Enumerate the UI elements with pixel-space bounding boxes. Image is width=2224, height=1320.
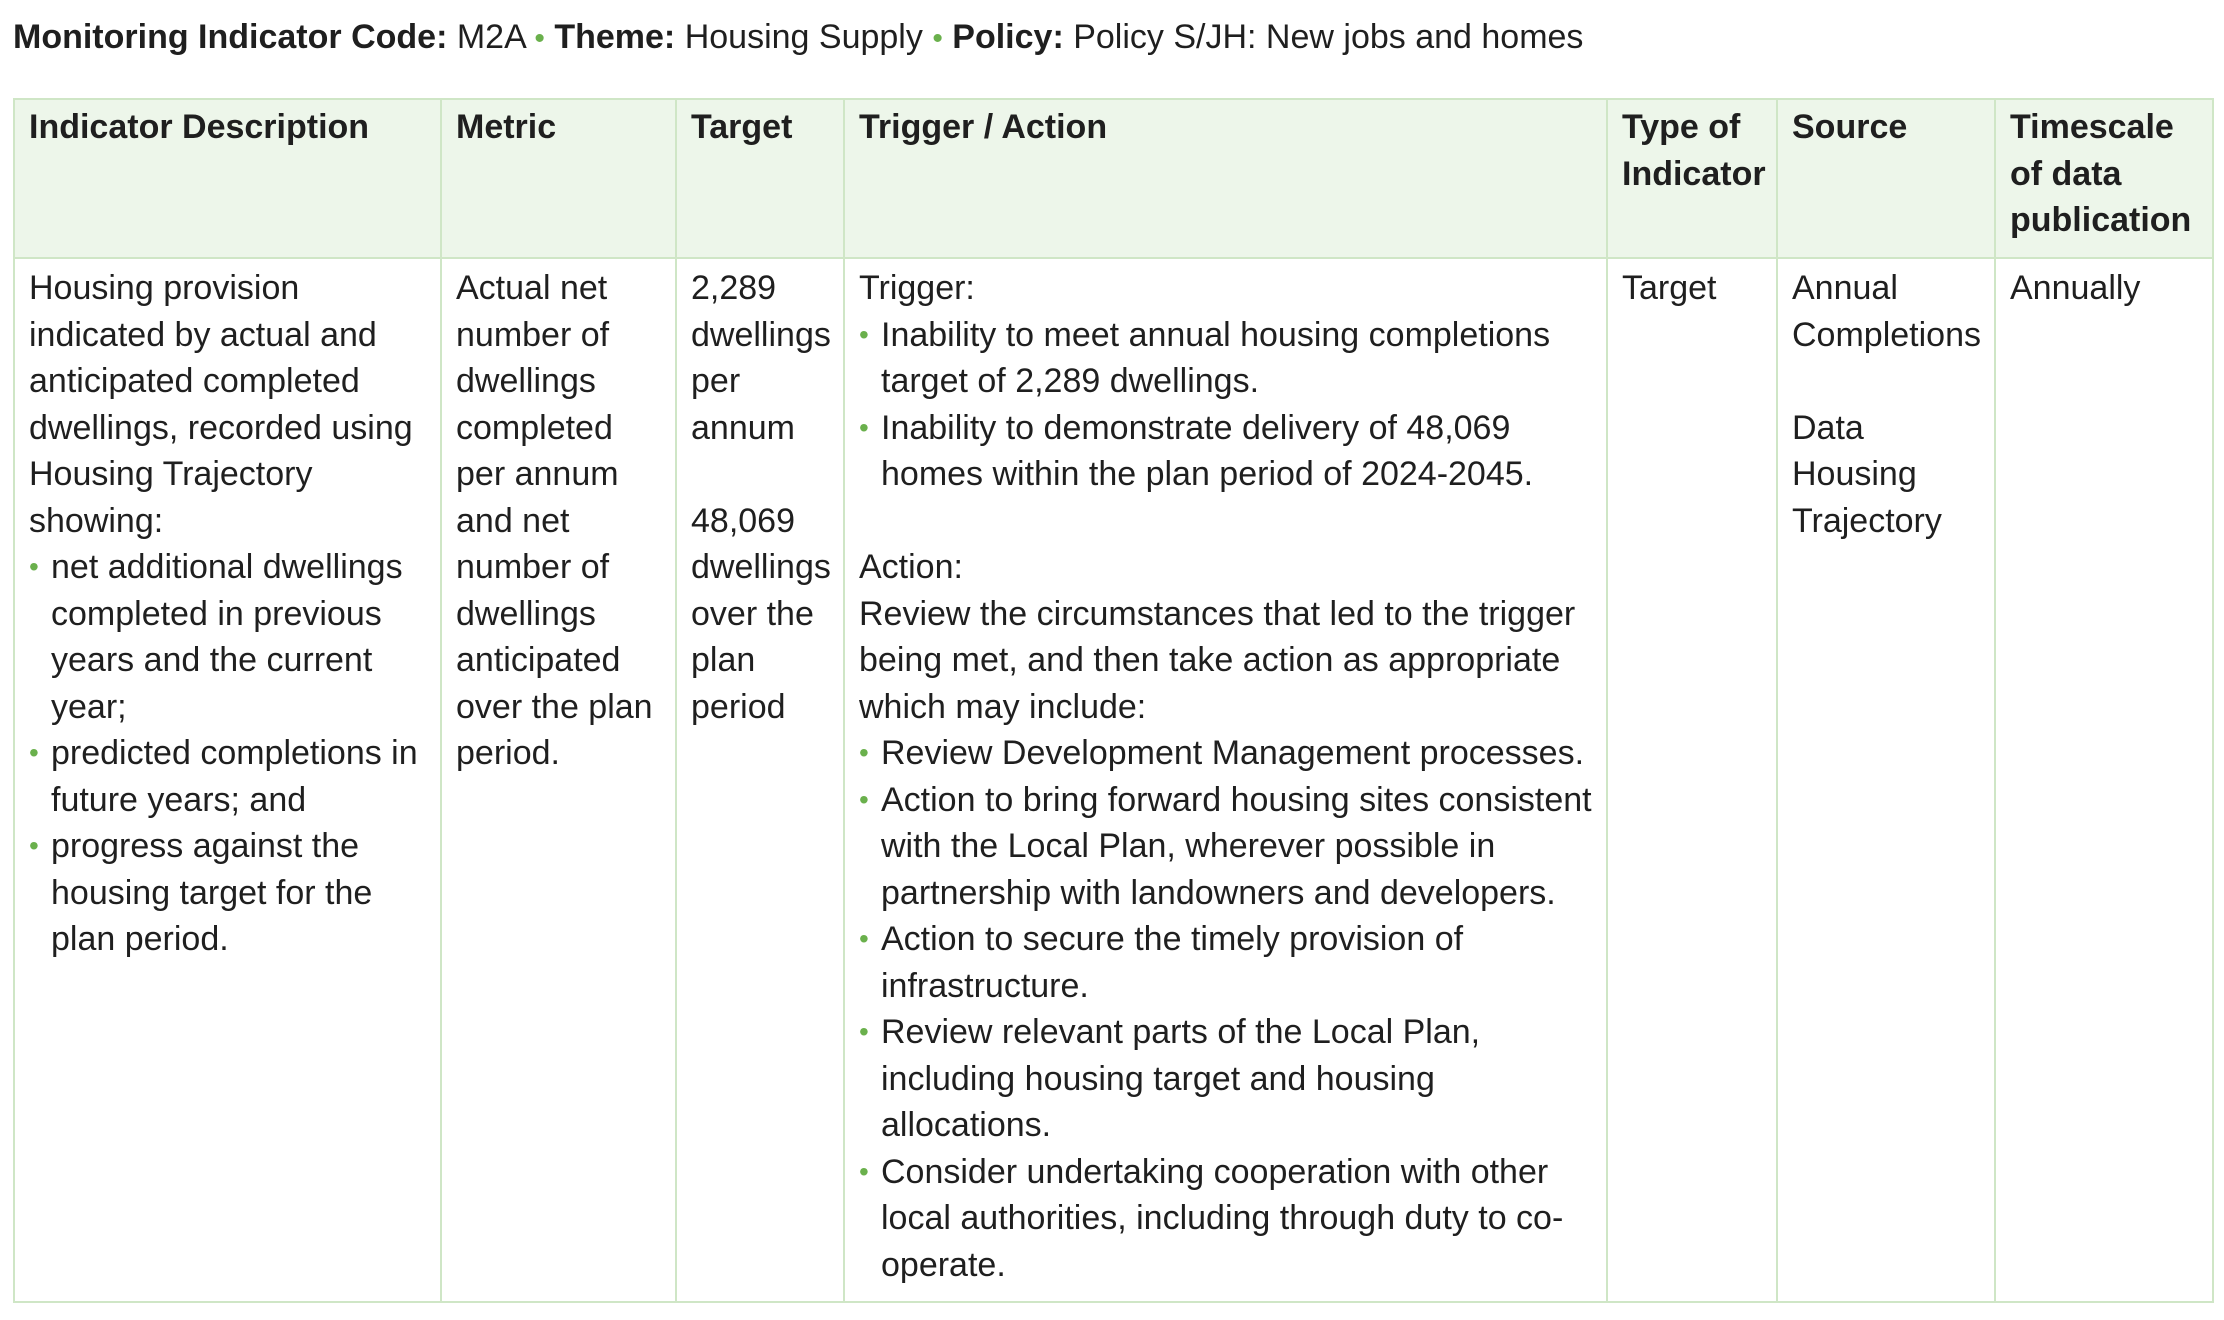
description-bullet-list — [29, 544, 426, 963]
cell-source — [1777, 258, 1995, 1302]
target-annual: 2,289 dwellings per annum — [691, 269, 831, 447]
trigger-bullet-list — [859, 312, 1592, 498]
cell-timescale — [1995, 258, 2213, 1302]
spacer — [1792, 358, 1980, 405]
cell-type-of-indicator — [1607, 258, 1777, 1302]
separator-dot: • — [534, 22, 545, 55]
policy-label: Policy: — [952, 18, 1064, 56]
list-item: • progress against the housing target for the plan period. — [29, 823, 426, 963]
list-item: • Review Development Management processes. — [859, 730, 1592, 777]
table-row — [14, 258, 2213, 1302]
action-intro: Review the circumstances that led to the trigger being met, and then take action as appropriate which may include: — [859, 594, 1576, 726]
policy-value: Policy S/JH: New jobs and homes — [1073, 18, 1584, 56]
header-timescale: Timescale of data publication — [1995, 99, 2213, 258]
header-indicator-description: Indicator Description — [14, 99, 441, 258]
indicator-table — [13, 98, 2214, 1303]
code-label: Monitoring Indicator Code: — [13, 18, 448, 56]
list-item: • Review relevant parts of the Local Plan, including housing target and housing allocations. — [859, 1009, 1592, 1149]
spacer — [859, 498, 1592, 545]
timescale-text: Annually — [2010, 269, 2141, 307]
list-item: • Inability to meet annual housing completions target of 2,289 dwellings. — [859, 312, 1592, 405]
cell-trigger-action — [844, 258, 1607, 1302]
code-value: M2A — [456, 18, 525, 56]
theme-value: Housing Supply — [684, 18, 923, 56]
list-item: • net additional dwellings completed in previous years and the current year; — [29, 544, 426, 730]
header-type-of-indicator: Type of Indicator — [1607, 99, 1777, 258]
trigger-label: Trigger: — [859, 269, 975, 307]
cell-target — [676, 258, 844, 1302]
type-text: Target — [1622, 269, 1717, 307]
header-target: Target — [676, 99, 844, 258]
spacer — [691, 451, 829, 498]
cell-metric — [441, 258, 676, 1302]
list-item: • predicted completions in future years; and — [29, 730, 426, 823]
source-annual: Annual Completions — [1792, 269, 1981, 354]
source-trajectory: Data Housing Trajectory — [1792, 408, 1942, 540]
theme-label: Theme: — [554, 18, 676, 56]
target-plan-period: 48,069 dwellings over the plan period — [691, 501, 831, 726]
list-item: • Action to bring forward housing sites consistent with the Local Plan, wherever possible in partnership with landowners and developers. — [859, 777, 1592, 917]
action-bullet-list — [859, 730, 1592, 1288]
list-item: • Consider undertaking cooperation with other local authorities, including through duty to co-operate. — [859, 1149, 1592, 1289]
indicator-meta-line — [13, 14, 1583, 62]
metric-text: Actual net number of dwellings completed per annum and net number of dwellings anticipated over the plan period. — [456, 269, 653, 772]
cell-indicator-description — [14, 258, 441, 1302]
list-item: • Action to secure the timely provision of infrastructure. — [859, 916, 1592, 1009]
action-label: Action: — [859, 548, 963, 586]
header-source: Source — [1777, 99, 1995, 258]
list-item: • Inability to demonstrate delivery of 48,069 homes within the plan period of 2024-2045. — [859, 405, 1592, 498]
header-row — [14, 99, 2213, 258]
separator-dot: • — [932, 22, 943, 55]
header-trigger-action: Trigger / Action — [844, 99, 1607, 258]
description-intro: Housing provision indicated by actual and anticipated completed dwellings, recorded using Housing Trajectory showing: — [29, 269, 413, 540]
header-metric: Metric — [441, 99, 676, 258]
